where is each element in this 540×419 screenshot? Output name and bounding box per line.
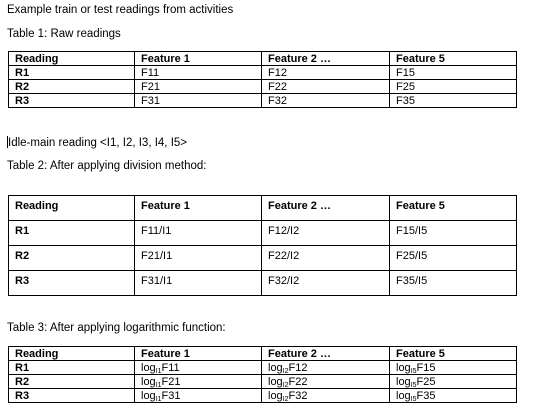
header-cell: Feature 1 (135, 347, 262, 361)
table-cell: F15 (390, 66, 517, 80)
log-argument: F21 (161, 375, 181, 388)
log-base: I5 (410, 367, 417, 375)
log-prefix: log (141, 361, 156, 374)
table-row (9, 66, 517, 80)
table-header-row (9, 196, 517, 221)
header-cell: Feature 2 … (262, 347, 390, 361)
table-cell: F32 (262, 94, 390, 108)
table3-caption: Table 3: After applying logarithmic function: (7, 322, 226, 334)
log-argument: F15 (416, 361, 436, 374)
header-cell: Feature 1 (135, 196, 262, 221)
log-argument: F12 (288, 361, 308, 374)
row-label: R3 (9, 389, 135, 403)
table-cell: F22/I2 (262, 246, 390, 271)
table-cell (390, 375, 517, 389)
table-cell: F31/I1 (135, 271, 262, 296)
table-row (9, 246, 517, 271)
table-cell: F21/I1 (135, 246, 262, 271)
table-cell (390, 361, 517, 375)
log-prefix: log (141, 389, 156, 402)
table-cell (390, 389, 517, 403)
log-argument: F31 (161, 389, 181, 402)
table-cell (262, 389, 390, 403)
header-cell: Feature 5 (390, 347, 517, 361)
header-cell: Feature 2 … (262, 52, 390, 66)
log-base: I5 (410, 395, 417, 403)
table-cell: F11/I1 (135, 221, 262, 246)
log-argument: F22 (288, 375, 308, 388)
table-row (9, 221, 517, 246)
header-cell: Feature 5 (390, 52, 517, 66)
table-cell: F32/I2 (262, 271, 390, 296)
log-argument: F35 (416, 389, 436, 402)
row-label: R1 (9, 221, 135, 246)
table-row (9, 389, 517, 403)
idle-reading-text: Idle-main reading <I1, I2, I3, I4, I5> (8, 137, 187, 149)
table-cell: F12 (262, 66, 390, 80)
table-cell (262, 375, 390, 389)
row-label: R2 (9, 246, 135, 271)
log-argument: F32 (288, 389, 308, 402)
header-cell: Reading (9, 347, 135, 361)
log-prefix: log (396, 389, 411, 402)
raw-readings-table (8, 51, 517, 108)
log-base: I2 (282, 381, 289, 389)
table-row (9, 80, 517, 94)
log-base: I1 (155, 381, 162, 389)
header-cell: Feature 5 (390, 196, 517, 221)
logarithmic-table (8, 346, 517, 403)
table-cell: F25 (390, 80, 517, 94)
document-heading: Example train or test readings from activities (7, 4, 234, 16)
table-cell (135, 361, 262, 375)
table-cell: F21 (135, 80, 262, 94)
log-prefix: log (396, 375, 411, 388)
log-prefix: log (141, 375, 156, 388)
table-cell: F35 (390, 94, 517, 108)
log-base: I2 (282, 395, 289, 403)
table-cell: F12/I2 (262, 221, 390, 246)
table-cell: F25/I5 (390, 246, 517, 271)
log-base: I5 (410, 381, 417, 389)
table-header-row (9, 52, 517, 66)
header-cell: Feature 2 … (262, 196, 390, 221)
row-label: R2 (9, 375, 135, 389)
table-cell (135, 389, 262, 403)
table-cell: F31 (135, 94, 262, 108)
header-cell: Reading (9, 196, 135, 221)
division-method-table (8, 195, 517, 296)
log-prefix: log (268, 389, 283, 402)
log-prefix: log (268, 375, 283, 388)
header-cell: Reading (9, 52, 135, 66)
table-row (9, 361, 517, 375)
log-base: I1 (155, 367, 162, 375)
table-cell: F15/I5 (390, 221, 517, 246)
table-row (9, 375, 517, 389)
table-cell: F11 (135, 66, 262, 80)
table2-caption: Table 2: After applying division method: (7, 160, 207, 172)
log-base: I1 (155, 395, 162, 403)
table-cell (135, 375, 262, 389)
log-prefix: log (268, 361, 283, 374)
log-prefix: log (396, 361, 411, 374)
log-argument: F25 (416, 375, 436, 388)
row-label: R1 (9, 361, 135, 375)
table-cell: F35/I5 (390, 271, 517, 296)
table-row (9, 271, 517, 296)
row-label: R3 (9, 271, 135, 296)
row-label: R3 (9, 94, 135, 108)
table1-caption: Table 1: Raw readings (7, 28, 121, 40)
table-cell: F22 (262, 80, 390, 94)
idle-reading-line[interactable] (7, 136, 187, 150)
log-base: I2 (282, 367, 289, 375)
table-row (9, 94, 517, 108)
table-cell (262, 361, 390, 375)
header-cell: Feature 1 (135, 52, 262, 66)
log-argument: F11 (161, 361, 180, 374)
row-label: R1 (9, 66, 135, 80)
table-header-row (9, 347, 517, 361)
row-label: R2 (9, 80, 135, 94)
